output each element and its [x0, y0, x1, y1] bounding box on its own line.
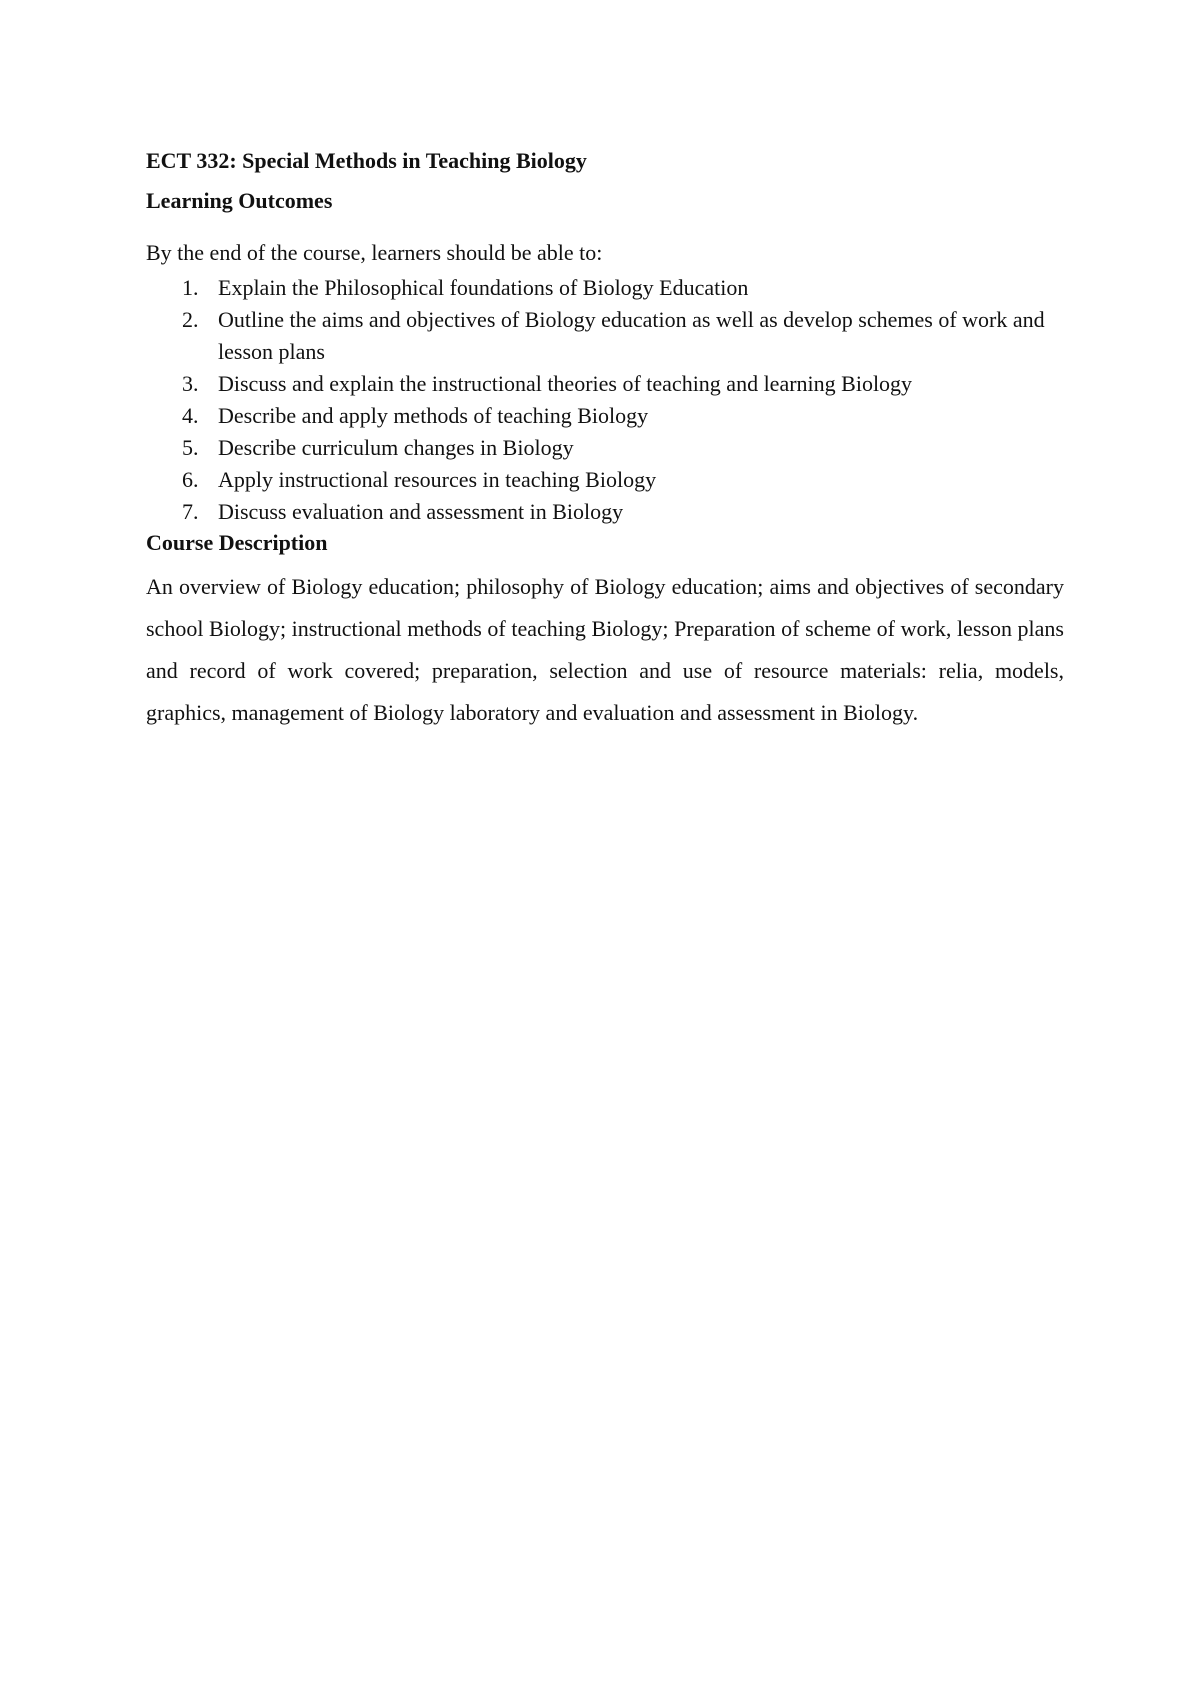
list-item	[146, 496, 1064, 528]
list-item-number: 5.	[182, 435, 199, 460]
list-item-text: Discuss and explain the instructional theories of teaching and learning Biology	[218, 371, 913, 396]
list-item	[146, 400, 1064, 432]
learning-outcomes-heading: Learning Outcomes	[146, 188, 333, 213]
list-item-number: 4.	[182, 403, 199, 428]
list-item-text: Discuss evaluation and assessment in Biology	[218, 499, 624, 524]
list-item-number: 3.	[182, 371, 199, 396]
list-item-number: 2.	[182, 307, 199, 332]
list-item-text: Describe curriculum changes in Biology	[218, 435, 574, 460]
learning-outcomes-list	[146, 272, 1064, 528]
list-item	[146, 272, 1064, 304]
list-item-number: 7.	[182, 499, 199, 524]
list-item	[146, 464, 1064, 496]
learning-outcomes-intro: By the end of the course, learners should be able to:	[146, 240, 603, 265]
document-title: ECT 332: Special Methods in Teaching Biology	[146, 148, 587, 173]
course-description-text: An overview of Biology education; philosophy of Biology education; aims and objectives of secondary school Biology; instructional methods of teaching Biology; Preparation of scheme of work, lesson plans and record of work covered; preparation, selection and use of resource materials: relia, models, graphics, management of Biology laboratory and evaluation and assessment in Biology.	[146, 574, 1064, 725]
list-item-number: 6.	[182, 467, 199, 492]
list-item-number: 1.	[182, 275, 199, 300]
list-item	[146, 368, 1064, 400]
list-item-text: Explain the Philosophical foundations of Biology Education	[218, 275, 749, 300]
list-item	[146, 304, 1064, 368]
list-item-text: Outline the aims and objectives of Biology education as well as develop schemes of work and lesson plans	[218, 307, 1045, 364]
list-item-text: Apply instructional resources in teaching Biology	[218, 467, 657, 492]
document-content	[146, 146, 1064, 734]
list-item-text: Describe and apply methods of teaching Biology	[218, 403, 649, 428]
course-description-heading: Course Description	[146, 530, 328, 555]
list-item	[146, 432, 1064, 464]
